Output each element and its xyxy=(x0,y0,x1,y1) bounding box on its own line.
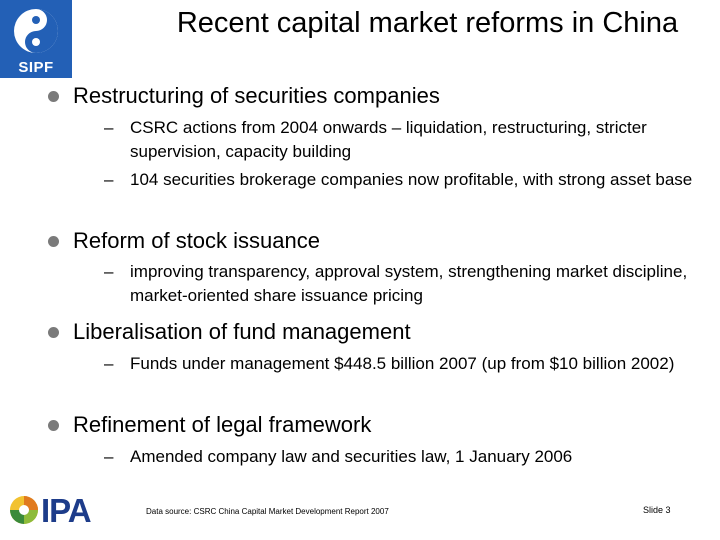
sipf-logo-text: SIPF xyxy=(18,59,54,76)
bullet-text: Refinement of legal framework xyxy=(73,412,372,437)
sub-bullet-text: Amended company law and securities law, 1 January 2006 xyxy=(130,447,573,466)
sub-bullet-text: Funds under management $448.5 billion 2007 (up from $10 billion 2002) xyxy=(130,354,675,373)
ipa-logo xyxy=(8,492,108,530)
bullet-text: Liberalisation of fund management xyxy=(73,319,411,344)
bullet-dot-icon xyxy=(48,236,59,247)
sub-bullet xyxy=(104,116,709,164)
dash-icon: – xyxy=(104,262,114,281)
sub-bullet-text: CSRC actions from 2004 onwards – liquidation, restructuring, stricter supervision, capacity building xyxy=(130,118,647,161)
dash-icon: – xyxy=(104,447,114,466)
bullet-dot-icon xyxy=(48,327,59,338)
sipf-logo xyxy=(0,0,72,78)
slide-title: Recent capital market reforms in China xyxy=(176,7,679,39)
sub-bullet xyxy=(104,168,709,192)
sipf-logo-icon xyxy=(0,0,72,60)
dash-icon: – xyxy=(104,170,114,189)
slide-number: Slide 3 xyxy=(643,505,671,515)
sub-bullet xyxy=(104,352,709,376)
bullet-dot-icon xyxy=(48,91,59,102)
ipa-logo-text: IPA xyxy=(41,492,91,529)
sub-bullet-text: 104 securities brokerage companies now profitable, with strong asset base xyxy=(130,170,693,189)
bullet-dot-icon xyxy=(48,420,59,431)
sub-bullet xyxy=(104,260,709,308)
bullet-text: Restructuring of securities companies xyxy=(73,83,440,108)
sub-bullet-text: improving transparency, approval system, strengthening market discipline, market-oriented share issuance pricing xyxy=(130,262,688,305)
bullet-text: Reform of stock issuance xyxy=(73,228,320,253)
data-source-note: Data source: CSRC China Capital Market Development Report 2007 xyxy=(146,507,389,516)
dash-icon: – xyxy=(104,354,114,373)
sub-bullet xyxy=(104,445,709,469)
dash-icon: – xyxy=(104,118,114,137)
ipa-logo-icon xyxy=(8,492,40,528)
